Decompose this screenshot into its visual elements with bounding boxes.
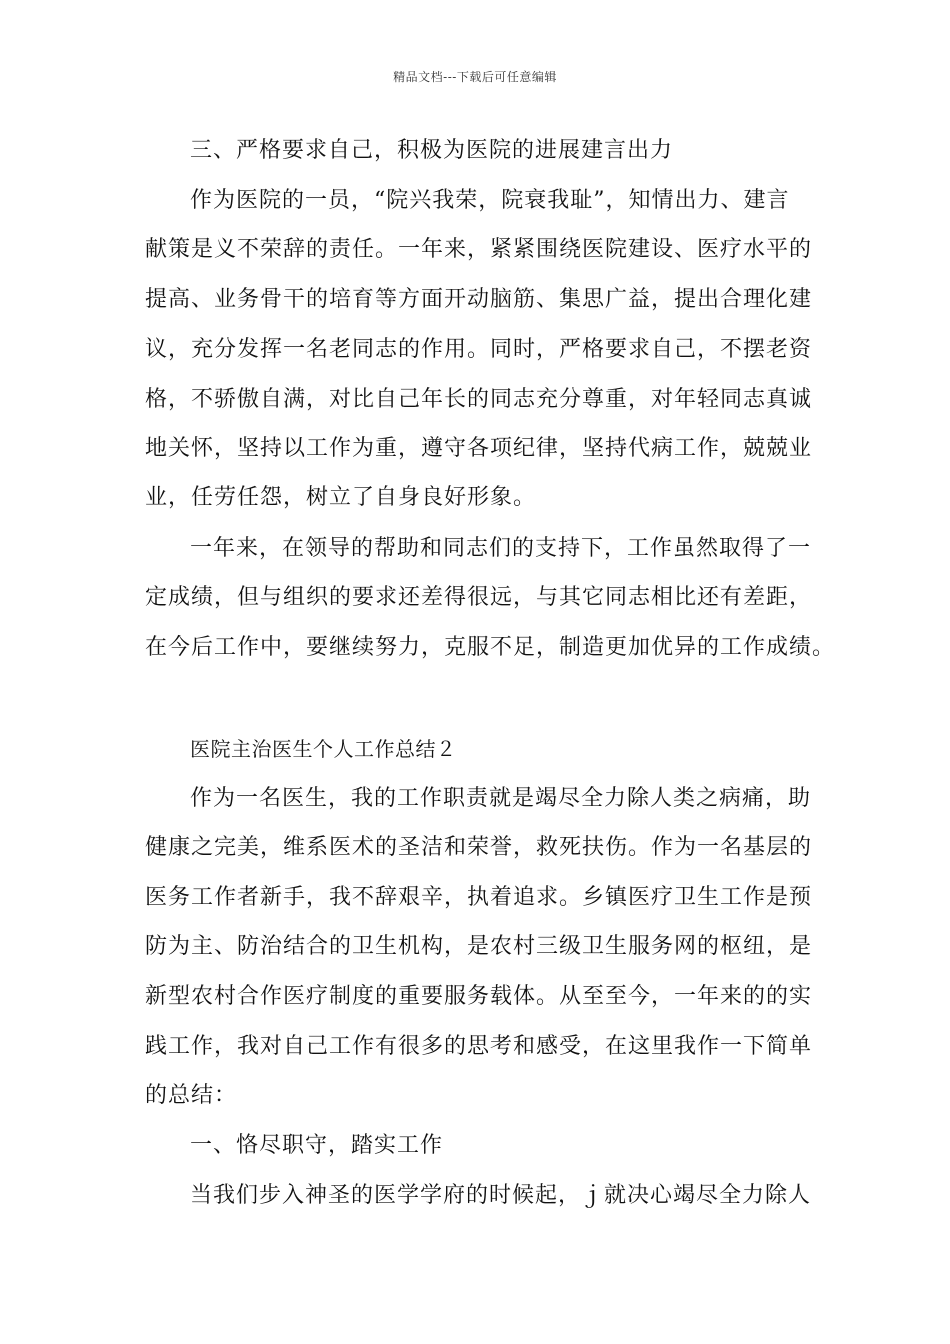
paragraph-line: 防为主、防治结合的卫生机构，是农村三级卫生服务网的枢纽，是 <box>145 934 813 959</box>
article-title: 医院主治医生个人工作总结２ <box>190 737 457 761</box>
section-heading: 一、恪尽职守，踏实工作 <box>190 1133 444 1158</box>
paragraph-line: 医务工作者新手，我不辞艰辛，执着追求。乡镇医疗卫生工作是预 <box>145 885 813 910</box>
paragraph-line: 提高、业务骨干的培育等方面开动脑筋、集思广益，提出合理化建 <box>145 287 813 312</box>
paragraph-line: 当我们步入神圣的医学学府的时候起，ｊ就决心竭尽全力除人 <box>190 1183 812 1208</box>
page-header: 精品文档---下载后可任意编辑 <box>393 70 557 84</box>
paragraph-line: 作为一名医生，我的工作职责就是竭尽全力除人类之病痛，助 <box>190 786 812 811</box>
paragraph-line: 议，充分发挥一名老同志的作用。同时，严格要求自己，不摆老资 <box>145 337 813 362</box>
paragraph-line: 的总结： <box>145 1083 238 1108</box>
paragraph-line: 健康之完美，维系医术的圣洁和荣誉，救死扶伤。作为一名基层的 <box>145 835 813 860</box>
paragraph-line: 在今后工作中，要继续努力，克服不足，制造更加优异的工作成绩。 <box>145 635 836 660</box>
section-heading: 三、严格要求自己，积极为医院的进展建言出力 <box>190 138 674 163</box>
paragraph-line: 作为医院的一员，“院兴我荣，院衰我耻”，知情出力、建言 <box>190 188 790 213</box>
paragraph-line: 一年来，在领导的帮助和同志们的支持下，工作虽然取得了一 <box>190 536 812 561</box>
paragraph-line: 践工作，我对自己工作有很多的思考和感受，在这里我作一下简单 <box>145 1034 813 1059</box>
paragraph-line: 地关怀，坚持以工作为重，遵守各项纪律，坚持代病工作，兢兢业 <box>145 436 813 461</box>
paragraph-line: 格，不骄傲自满，对比自己年长的同志充分尊重，对年轻同志真诚 <box>145 387 813 412</box>
paragraph-line: 献策是义不荣辞的责任。一年来，紧紧围绕医院建设、医疗水平的 <box>145 237 813 262</box>
paragraph-line: 业，任劳任怨，树立了自身良好形象。 <box>145 485 537 510</box>
paragraph-line: 定成绩，但与组织的要求还差得很远，与其它同志相比还有差距， <box>145 585 813 610</box>
paragraph-line: 新型农村合作医疗制度的重要服务载体。从至至今，一年来的的实 <box>145 984 813 1009</box>
